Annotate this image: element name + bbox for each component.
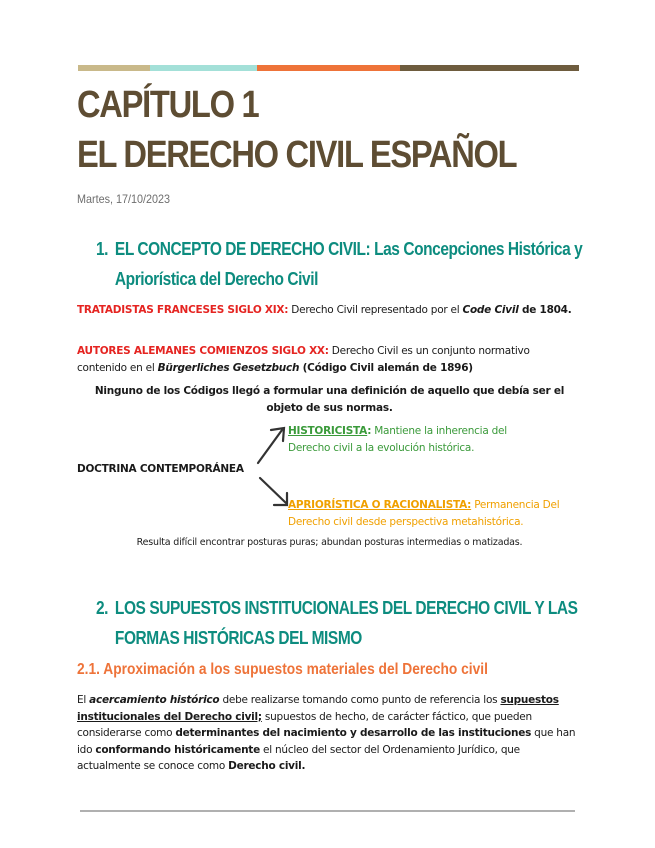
bottom-divider bbox=[80, 810, 575, 812]
arrow-up-line bbox=[258, 430, 282, 463]
section-2-title-line2: FORMAS HISTÓRICAS DEL MISMO bbox=[114, 628, 362, 648]
text-alemanes-tail: (Código Civil alemán de 1896) bbox=[299, 361, 473, 374]
historicista-text: Mantiene la inherencia del Derecho civil a la evolución histórica. bbox=[288, 425, 507, 454]
section-2-heading bbox=[96, 593, 578, 653]
doctrina-contemporanea-label: DOCTRINA CONTEMPORÁNEA bbox=[77, 463, 244, 475]
chapter-title-line2: EL DERECHO CIVIL ESPAÑOL bbox=[77, 134, 517, 176]
label-autores-alemanes: AUTORES ALEMANES COMIENZOS SIGLO XX: bbox=[77, 345, 329, 357]
acercamiento-t5: el núcleo del sector del Ordenamiento Jurídico, que actualmente se conoce como bbox=[77, 743, 520, 772]
paragraph-acercamiento bbox=[77, 692, 582, 775]
section-1-title-line2: Apriorística del Derecho Civil bbox=[114, 269, 318, 289]
conformando-text: conformando históricamente bbox=[95, 743, 260, 756]
text-franceses-tail: de 1804. bbox=[518, 304, 572, 316]
date-label: Martes, 17/10/2023 bbox=[77, 192, 171, 206]
aprioristica-text: Permanencia Del Derecho civil desde perspectiva metahistórica. bbox=[288, 499, 560, 528]
determinantes-text: determinantes del nacimiento y desarrollo de las instituciones bbox=[175, 727, 532, 739]
acercamiento-t4: que han ido bbox=[77, 727, 576, 756]
bgb-italic: Bürgerliches Gesetzbuch bbox=[157, 361, 300, 374]
acercamiento-historico: acercamiento histórico bbox=[89, 694, 220, 706]
acercamiento-t2: debe realizarse tomando como punto de referencia los bbox=[219, 694, 501, 706]
ninguno-statement: Ninguno de los Códigos llegó a formular una definición de aquello que debía ser el objeto de sus normas. bbox=[94, 385, 565, 414]
label-tratadistas-franceses: TRATADISTAS FRANCESES SIGLO XIX: bbox=[77, 304, 289, 316]
section-2-number: 2. bbox=[96, 598, 109, 618]
code-civil-italic: Code Civil bbox=[462, 304, 519, 316]
section-1-number: 1. bbox=[96, 239, 109, 259]
historicista-label: HISTORICISTA bbox=[288, 425, 368, 437]
acercamiento-t3: supuestos de hecho, de carácter fáctico, que pueden considerarse como bbox=[77, 710, 532, 739]
historicista-definition bbox=[288, 423, 548, 457]
chapter-title-line1: CAPÍTULO 1 bbox=[77, 84, 259, 126]
supuestos-institucionales: supuestos institucionales del Derecho civil; bbox=[77, 694, 559, 723]
section-2-1-heading: 2.1. Aproximación a los supuestos materiales del Derecho civil bbox=[77, 661, 488, 678]
text-alemanes: Derecho Civil es un conjunto normativo contenido en el bbox=[77, 345, 530, 374]
text-franceses: Derecho Civil representado por el bbox=[288, 304, 463, 316]
posturas-note: Resulta difícil encontrar posturas puras; abundan posturas intermedias o matizadas. bbox=[136, 537, 523, 548]
section-1-title-line1: EL CONCEPTO DE DERECHO CIVIL: Las Concepciones Histórica y bbox=[114, 239, 583, 259]
aprioristica-definition bbox=[288, 497, 578, 531]
historicista-colon: : bbox=[367, 425, 372, 437]
arrow-down-line bbox=[260, 478, 286, 503]
section-2-title-line1: LOS SUPUESTOS INSTITUCIONALES DEL DERECHO CIVIL Y LAS bbox=[114, 598, 578, 618]
acercamiento-t1: El bbox=[77, 694, 90, 706]
aprioristica-label: APRIORÍSTICA O RACIONALISTA: bbox=[288, 499, 472, 511]
derecho-civil-text: Derecho civil. bbox=[228, 760, 306, 772]
